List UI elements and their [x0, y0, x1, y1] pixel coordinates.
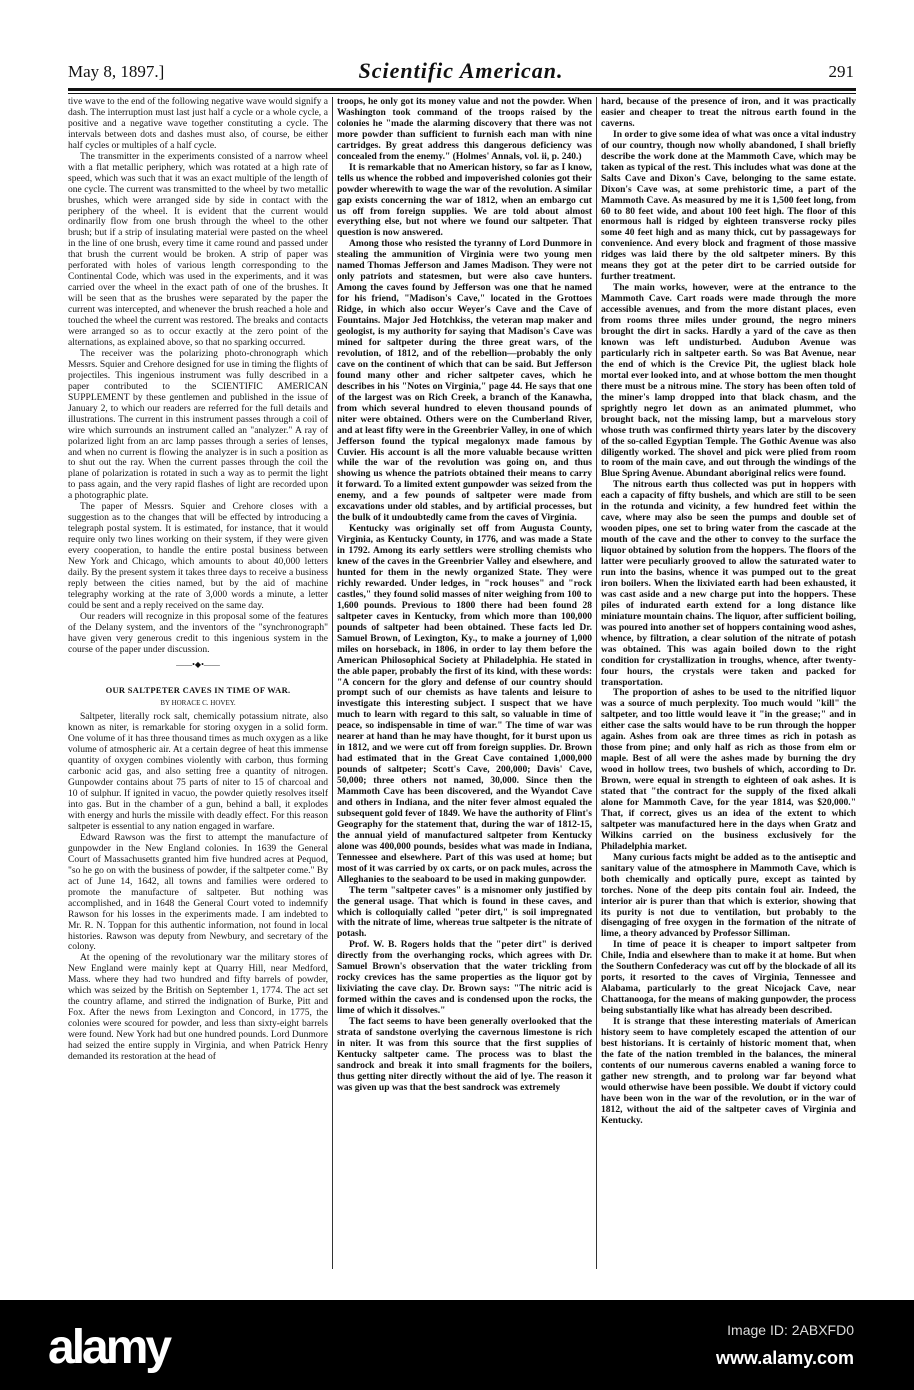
paragraph: Kentucky was originally set off from Augusta County, Virginia, as Kentucky County, in 1776, and was made a State in 1792. Among its early settlers were strolling chemists who knew of the caves in the Greenbrier Valley and elsewhere, and hunted for them in the newly organized State. They were richly rewarded. Under ledges, in "rock houses" and "rock castles," they found solid masses of niter weighing from 100 to 1,600 pounds. Previous to 1800 there had been found 28 saltpeter caves in Kentucky, from which more than 100,000 pounds of saltpeter had been obtained. These facts led Dr. Samuel Brown, of Lexington, Ky., to make a journey of 1,000 miles on horseback, in 1806, in order to lay them before the American Philosophical Society at Philadelphia. He stated in the able paper, probably the first of its kind, with these words: "A concern for the glory and defense of our country should prompt such of our chemists as have talents and leisure to investigate this interesting subject. I suspect that we have much to learn with regard to this salt, so valuable in time of peace, so indispensable in time of war." The time of war was nearer at hand than he may have thought, for it burst upon us in 1812, and we were cut off from foreign supplies. Dr. Brown had estimated that in the Great Cave contained 1,000,000 pounds of saltpeter; Scott's Cave, 200,000; Davis' Cave, 50,000; three others not named, 30,000. Since then the Mammoth Cave has been discovered, and the Wyandot Cave and others in Indiana, and the niter fever almost equaled the subsequent gold fever of 1849. We have the authority of Flint's Geography for the statement that, during the war of 1812-15, the annual yield of manufactured saltpeter from Kentucky alone was 400,000 pounds, besides what was made in Indiana, Tennessee and elsewhere. Part of this was used at home; but most of it was carried by ox carts, or on pack mules, across the Alleghanies to the seaboard to be used in making gunpowder.	[337, 523, 592, 885]
paragraph: The term "saltpeter caves" is a misnomer only justified by the general usage. That which is found in these caves, and which is colloquially called "peter dirt," is soil impregnated with the nitrate of lime, whereas true saltpeter is the nitrate of potash.	[337, 884, 592, 940]
paragraph: The main works, however, were at the entrance to the Mammoth Cave. Cart roads were made through the more accessible avenues, and from the more distant places, even from rooms three miles under ground, the negro miners brought the dirt in sacks. Hardly a yard of the cave as then known was left undisturbed. Audubon Avenue was particularly rich in saltpeter earth. So was Bat Avenue, near the end of which is the Crevice Pit, the ugliest black hole mortal ever looked into, and at whose bottom the men thought there must be a nitrous mine. The story has been often told of the miner's lamp dropped into that black chasm, and the sprightly negro let down as an animated plummet, who brought back, not the missing lamp, but a marvelous story whose truth was confirmed thirty years later by the discovery of the so-called Egyptian Temple. The Gothic Avenue was also diligently worked. The shovel and pick were plied from room to room of the main cave, and out through the windings of the Blue Spring Avenue. Abundant aboriginal relics were found.	[601, 282, 856, 480]
image-id: Image ID: 2ABXFD0	[727, 1322, 854, 1338]
paragraph: It is strange that these interesting materials of American history seem to have completely escaped the attention of our best historians. It is certainly of historic moment that, when the fate of the nation trembled in the balances, the mineral contents of our numerous caverns enabled a waning force to gather new strength, and to prolong war far beyond what would otherwise have been possible. We doubt if victory could have been won in the war of the revolution, or in the war of 1812, without the aid of the saltpeter caves of Virginia and Kentucky.	[601, 1016, 856, 1126]
article-heading: OUR SALTPETER CAVES IN TIME OF WAR.	[105, 684, 291, 695]
watermark-url: www.alamy.com	[715, 1348, 854, 1368]
paragraph: hard, because of the presence of iron, and it was practically easier and cheaper to treat the nitrous earth found in the caverns.	[601, 97, 856, 129]
column-2	[337, 97, 592, 1269]
paragraph: The receiver was the polarizing photo-chronograph which Messrs. Squier and Crehore designed for use in timing the flights of projectiles. This ingenious instrument was fully described in a paper contributed to the SCIENTIFIC AMERICAN SUPPLEMENT by these gentlemen and published in the issue of January 2, to which our readers are referred for the full details and illustrations. The current in this instrument passes through a coil of wire which surrounds an instrument called an "analyzer." A ray of polarized light from an arc lamp passes through a series of lenses, and when no current is flowing the analyzer is in such a position as to shut out the ray. When the current passes through the coil the plane of polarization is rotated in such a way as to permit the light to pass again, and the very rapid flashes of light are recorded upon a photographic plate.	[68, 347, 328, 502]
column-divider	[596, 97, 597, 1269]
issue-date: May 8, 1897.]	[68, 62, 165, 81]
paragraph: troops, he only got its money value and not the powder. When Washington took command of the troops raised by the colonies he "made the alarming discovery that there was not more powder than sufficient to furnish each man with nine cartridges. By great address this dangerous deficiency was concealed from the enemy." (Holmes' Annals, vol. ii, p. 240.)	[337, 97, 592, 162]
paragraph: Prof. W. B. Rogers holds that the "peter dirt" is derived directly from the overhanging rocks, which agrees with Dr. Samuel Brown's observation that the water trickling from rocky crevices has the same properties as the liquor got by lixiviating the cave clay. Dr. Brown says: "The nitric acid is formed within the caves and is condensed upon the rocks, the lime of which it dissolves."	[337, 939, 592, 1017]
paragraph: tive wave to the end of the following negative wave would signify a dash. The interruption must last just half a cycle or a whole cycle, a positive and a negative wave together constituting a cycle. The intervals between dots and dashes must also, of course, be either half cycles or multiples of a half cycle.	[68, 97, 328, 151]
column-divider	[332, 97, 333, 1269]
header-rule	[68, 88, 856, 94]
paragraph: It is remarkable that no American history, so far as I know, tells us whence the robbed and impoverished colonies got their powder wherewith to wage the war of the revolution. A similar gap exists concerning the war of 1812, when an embargo cut us off from foreign supplies. We are told about almost everything else, but not where we found our saltpeter. That question is now answered.	[337, 161, 592, 239]
watermark-banner	[0, 1300, 914, 1390]
page-header	[68, 58, 854, 86]
paragraph: Saltpeter, literally rock salt, chemically potassium nitrate, also known as niter, is remarkable for storing oxygen in a solid form. One volume of it has three thousand times as much oxygen as a like volume of atmospheric air. At a certain degree of heat this immense quantity of oxygen combines violently with carbon, thus forming carbonic acid gas, and also setting free a quantity of nitrogen. Gunpowder contains about 75 parts of niter to 15 of charcoal and 10 of sulphur. If ignited in vacuo, the powder quietly resolves itself into gas. But in the chamber of a gun, behind a ball, it explodes with energy and hurls the missile with deadly effect. For this reason saltpeter is essential to any nation engaged in warfare.	[68, 711, 328, 832]
column-3	[601, 97, 856, 1269]
paragraph: The fact seems to have been generally overlooked that the strata of sandstone overlying the cavernous limestone is rich in niter. It was from this source that the first supplies of Kentucky saltpeter came. The process was to blast the sandrock and break it into small fragments for the boilers, thus getting niter directly without the aid of lye. The reason it was given up was that the best sandrock was extremely	[337, 1016, 592, 1093]
paragraph: The proportion of ashes to be used to the nitrified liquor was a source of much perplexity. Too much would "kill" the saltpeter, and too little would leave it "in the grease;" and in either case the salts would have to be run through the hopper again. Ashes from oak are three times as rich in potash as those from pine; and only half as rich as those from elm or maple. Best of all were the ashes made by burning the dry wood in hollow trees, two bushels of which, according to Dr. Brown, were equal in strength to eighteen of oak ashes. It is stated that "the contract for the supply of the fixed alkali alone for Mammoth Cave, for the year 1814, was $20,000." That, if correct, gives us an idea of the extent to which saltpeter was manufactured here in the days when Gratz and Wilkins carried on the business exclusively for the Philadelphia market.	[601, 687, 856, 852]
paragraph: The nitrous earth thus collected was put in hoppers with each a capacity of fifty bushels, and which are still to be seen in the rotunda and vicinity, a few hundred feet within the cave, where may also be seen the pumps and double set of wooden pipes, one set to bring water from the cascade at the mouth of the cave and the other to convey to the surface the liquor obtained by solution from the hoppers. The floors of the latter were peculiarly grooved to allow the saturated water to run into the basins, whence it was pumped out to the great iron boilers. When the lixiviated earth had been exhausted, it was cast aside and a new charge put into the hoppers. These piles of indurated earth extend for a long distance like miniature mountain chains. The liquor, after sufficient boiling, was poured into another set of hoppers containing wood ashes, whence, by filtration, a clear solution of the nitrate of potash was obtained. This was again boiled down to the right condition for crystallization in troughs, whence, after twenty-four hours, the crystals were taken and packed for transportation.	[601, 479, 856, 688]
paragraph: The paper of Messrs. Squier and Crehore closes with a suggestion as to the changes that will be effected by introducing a telegraph postal system. It is estimated, for instance, that it would require only two lines working on their system, if they were given every cooperation, to handle the entire postal business between New York and Chicago, which amounts to about 40,000 letters daily. By the present system it takes three days to receive a business reply between the cities named, but by the aid of machine telegraphy working at the rate of 3,000 words a minute, a letter could be sent and a reply received on the same day.	[68, 501, 328, 611]
paragraph: The transmitter in the experiments consisted of a narrow wheel with a flat metallic periphery, which was rotated at a high rate of speed, which was such that it was an exact multiple of the length of one cycle. The current was transmitted to the wheel by two metallic brushes, which were arranged side by side in contact with the periphery of the wheel. It is evident that the current would ordinarily flow from one brush through the wheel to the other brush; but if a strip of insulating material were pasted on the wheel in the line of one brush, every time it came round and passed under that brush the current would be broken. A strip of paper was perforated with holes of various length corresponding to the Continental Code, which was used in the experiments, and it was carried over the wheel in the exact path of one of the brushes. It will be seen that as the brushes were separated by the paper the current was intercepted, and whenever the brush reached a hole and touched the wheel the current was restored. The breaks and contacts were arranged so as to occur exactly at the zero point of the alternations, as explained above, so that no sparking occurred.	[68, 150, 328, 348]
paragraph: In time of peace it is cheaper to import saltpeter from Chile, India and elsewhere than to make it at home. But when the Southern Confederacy was cut off by the blockade of all its ports, it resorted to the caves of Virginia, Tennessee and Alabama, particularly to the great Nicojack Cave, near Chattanooga, for the means of making gunpowder, the process being substantially like what has already been described.	[601, 939, 856, 1017]
paragraph: In order to give some idea of what was once a vital industry of our country, though now wholly abandoned, I shall briefly describe the work done at the Mammoth Cave, which may be taken as typical of the rest. This includes what was done at the Salts Cave and Dixon's Cave, belonging to the same estate. Dixon's Cave was, at some prehistoric time, a part of the Mammoth Cave. As measured by me it is 1,500 feet long, from 60 to 80 feet wide, and about 100 feet high. The floor of this enormous hall is ridged by eighteen transverse rocky piles some 40 feet high and as many thick, cut by passageways for convenience. And every block and fragment of those massive ridges was laid there by the old saltpeter miners. By this means they got at the peter dirt to be carried outside for further treatment.	[601, 128, 856, 283]
masthead-title: Scientific American.	[358, 58, 564, 83]
paragraph: Our readers will recognize in this proposal some of the features of the Delany system, and the inventors of the "synchronograph" have given very generous credit to this ingenious system in the course of the paper under discussion.	[68, 610, 328, 655]
paragraph: At the opening of the revolutionary war the military stores of New England were mainly kept at Quarry Hill, near Medford, Mass. where they had two hundred and fifty barrels of powder, which was seized by the British on September 1, 1774. The act set the country aflame, and stirred the indignation of Burke, Pitt and Fox. After the news from Lexington and Concord, in 1775, the colonies were scoured for powder, and less than sixty-eight barrels were found. New York had but one hundred pounds. Lord Dunmore had seized the entire supply in Virginia, and when Patrick Henry demanded its restoration at the head of	[68, 952, 328, 1063]
column-1	[68, 97, 328, 1269]
article-byline: BY HORACE C. HOVEY.	[160, 698, 236, 707]
paragraph: Among those who resisted the tyranny of Lord Dunmore in stealing the ammunition of Virginia were two young men named Thomas Jefferson and James Madison. They were not only patriots and statesmen, but were also cave hunters. Among the caves found by Jefferson was one that he named for his friend, "Madison's Cave," located in the Grottoes Ridge, in which also occur Weyer's Cave and the Cave of Fountains. Major Jed Hotchkiss, the veteran map maker and geologist, is my authority for saying that Madison's Cave was mined for saltpeter during the three great wars, of the revolution, of 1812, and of the rebellion—probably the only cave on the continent of which that can be said. But Jefferson found many other and richer saltpeter caves, which he describes in his "Notes on Virginia," page 44. He says that one of the largest was on Rich Creek, a branch of the Kanawha, from which several hundred to eleven thousand pounds of niter were obtained. Others were on the Cumberland River, and at least fifty were in the Greenbrier Valley, in one of which Jefferson found the typical megalonyx made famous by Cuvier. His account is all the more valuable because written while the war of the revolution was going on, and thus showing us whence the patriots obtained their means to carry it forward. To a limited extent gunpowder was seized from the enemy, and a few pounds of saltpeter were made from excavations under old stables, and by artificial processes, but the bulk of it undoubtedly came from the caves of Virginia.	[337, 238, 592, 524]
alamy-logo: alamy	[48, 1321, 170, 1374]
page-number: 291	[828, 62, 854, 81]
paragraph: Edward Rawson was the first to attempt the manufacture of gunpowder in the New England colonies. In 1639 the General Court of Massachusetts granted him five hundred acres at Pequod, "so he go on with the business of powder, if the saltpeter come." By act of June 14, 1642, all towns and families were ordered to promote the manufacture of saltpeter. But nothing was accomplished, and in 1648 the General Court voted to indemnify Rawson for his losses in the experiments made. I am indebted to Mr. R. N. Toppan for this authentic information, not found in local histories. Rawson was deputy from Newbury, and secretary of the colony.	[68, 831, 328, 953]
section-ornament: ——•◆•——	[176, 659, 220, 669]
paragraph: Many curious facts might be added as to the antiseptic and sanitary value of the atmosphere in Mammoth Cave, which is both chemically and optically pure, except as tainted by torches. None of the deep pits contain foul air. Indeed, the interior air is purer than that which is exterior, showing that its purity is not due to ventilation, but probably to the disengaging of free oxygen in the formation of the nitrate of lime, a theory advanced by Professor Silliman.	[601, 851, 856, 940]
